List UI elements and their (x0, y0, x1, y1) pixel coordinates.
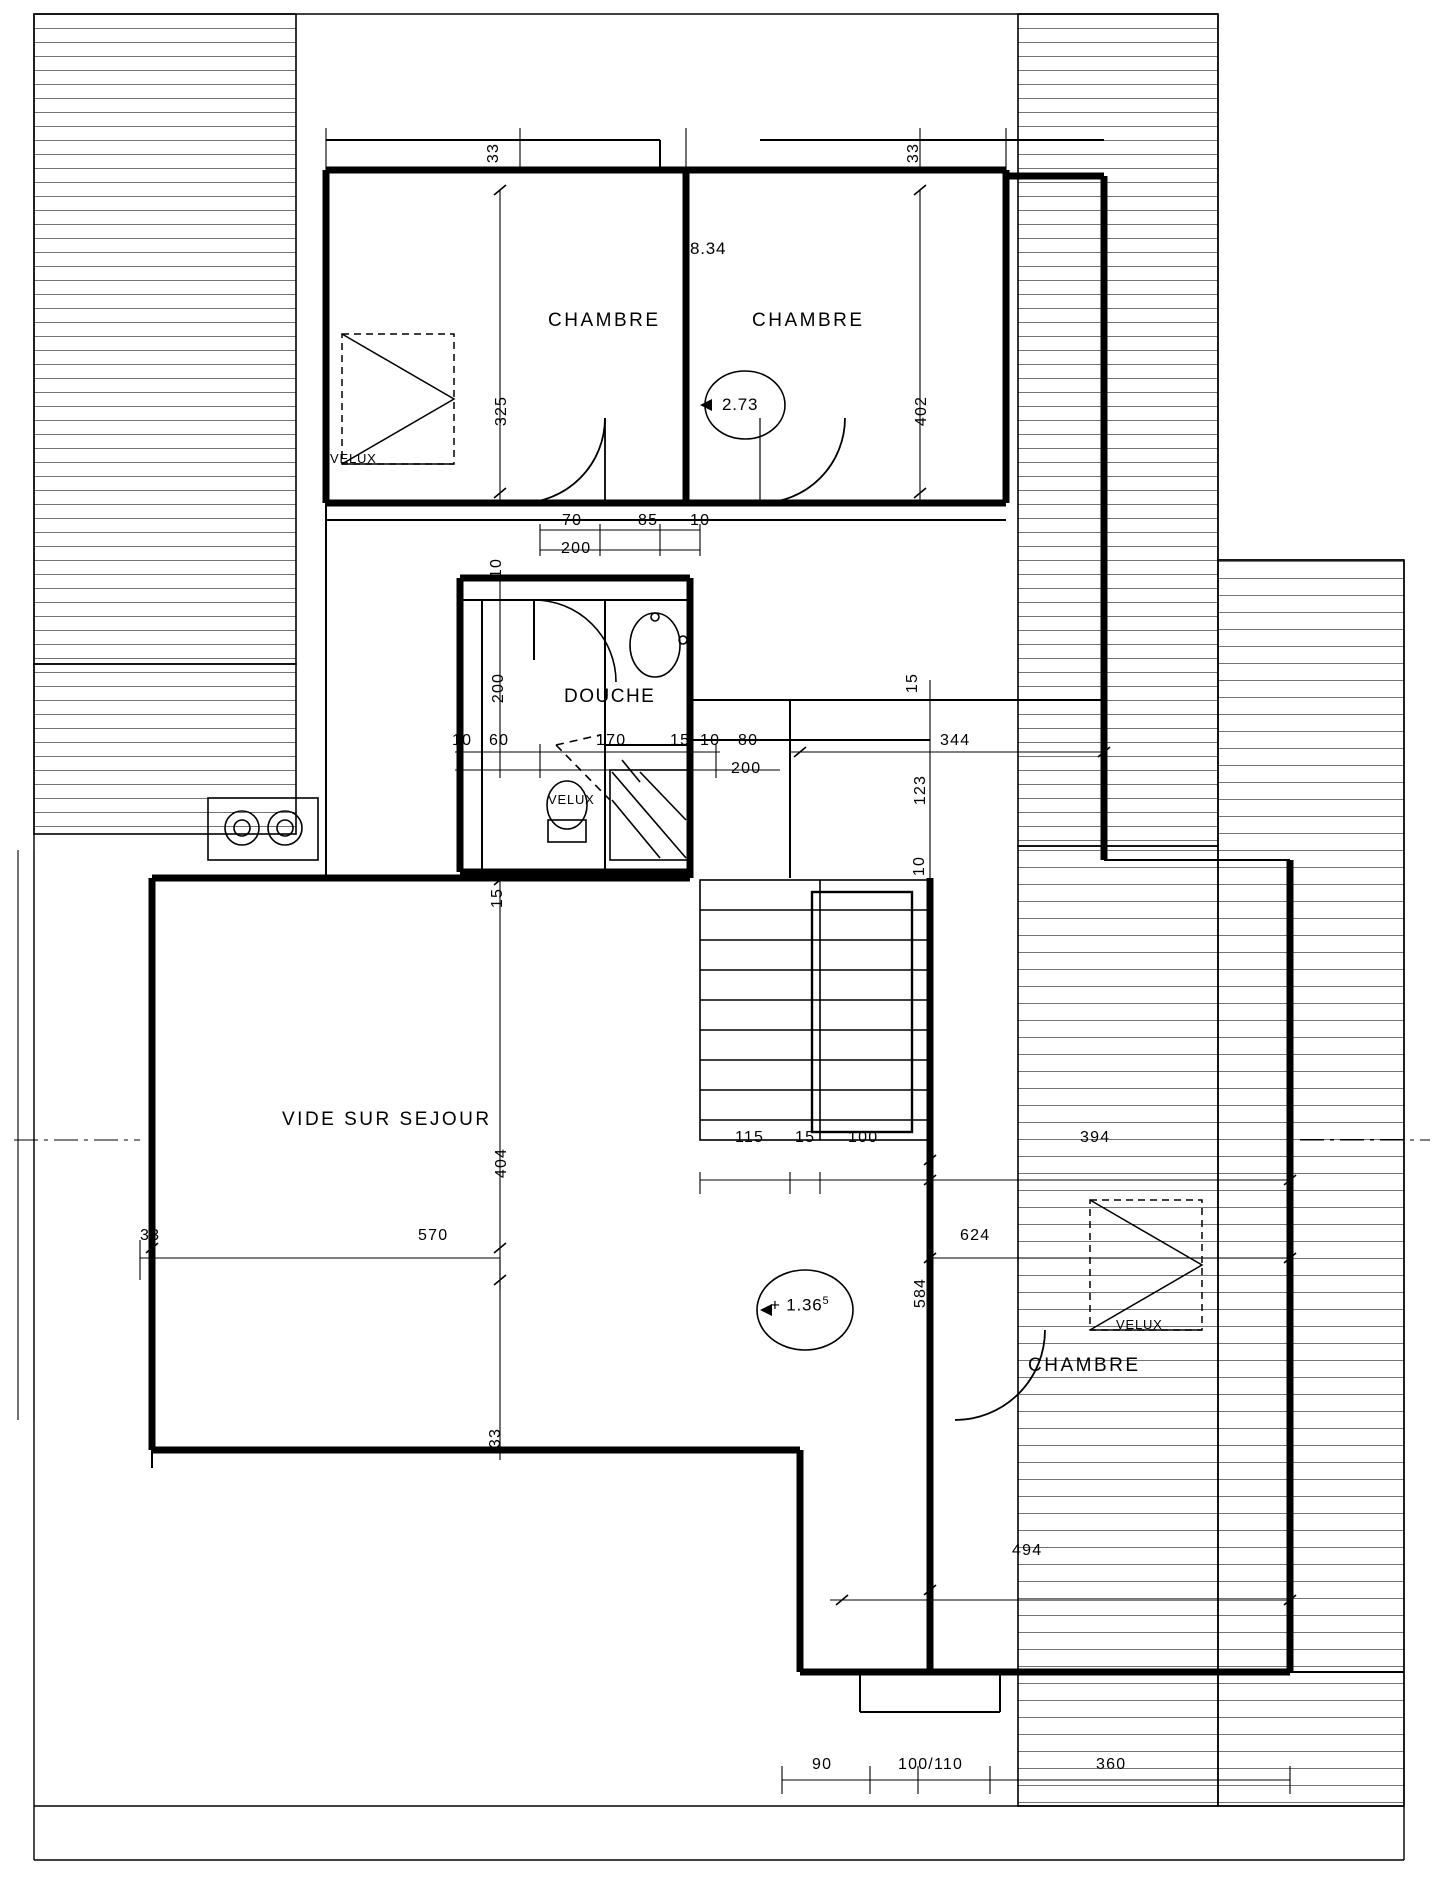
dim-100: 100 (848, 1129, 879, 1146)
staircase (700, 880, 930, 1140)
dim-123: 123 (912, 774, 930, 806)
dim-344: 344 (940, 732, 971, 749)
dim-200-c: 200 (731, 760, 762, 777)
dim-624: 624 (960, 1227, 991, 1244)
dim-494: 494 (1012, 1542, 1043, 1559)
dim-325: 325 (493, 395, 511, 427)
dim-360: 360 (1096, 1756, 1127, 1773)
dim-115: 115 (735, 1129, 765, 1146)
level-marker-136: + $1.36^5$ (770, 1295, 830, 1315)
level-marker-273: 2.73 (722, 395, 759, 414)
dim-100-110: 100/110 (898, 1756, 964, 1773)
dim-10-d: 10 (700, 732, 721, 749)
dim-85: 85 (638, 512, 659, 529)
dim-15-c: 15 (489, 887, 507, 909)
dim-70: 70 (562, 512, 583, 529)
dim-15-a: 15 (670, 732, 691, 749)
velux-label-2: VELUX (548, 792, 595, 807)
room-label-chambre-1: CHAMBRE (548, 310, 661, 331)
room-label-douche: DOUCHE (564, 686, 656, 707)
dim-60: 60 (489, 732, 510, 749)
dim-584: 584 (912, 1277, 930, 1309)
room-label-vide-sur-sejour: VIDE SUR SEJOUR (282, 1109, 492, 1130)
room-label-chambre-3: CHAMBRE (1028, 1355, 1141, 1376)
dim-15-b: 15 (904, 672, 922, 694)
dim-10-a: 10 (690, 512, 711, 529)
velux-label-1: VELUX (330, 451, 377, 466)
dim-404: 404 (493, 1147, 511, 1179)
level-marker-834: 8.34 (690, 239, 727, 258)
room-label-chambre-2: CHAMBRE (752, 310, 865, 331)
velux-label-3: VELUX (1116, 1317, 1163, 1332)
dim-90: 90 (812, 1756, 833, 1773)
dim-10-b: 10 (488, 557, 506, 579)
dim-402: 402 (913, 395, 931, 427)
dim-10-e: 10 (911, 855, 929, 877)
dim-33-left: 33 (485, 142, 503, 164)
dim-200-b: 200 (490, 672, 508, 704)
level-markers (700, 371, 853, 1350)
dim-570: 570 (418, 1227, 449, 1244)
dim-15-d: 15 (795, 1129, 816, 1146)
dim-33-right: 33 (905, 142, 923, 164)
dim-170: 170 (596, 732, 627, 749)
door-swings (520, 418, 1045, 1420)
dim-394: 394 (1080, 1129, 1111, 1146)
dim-33-d: 33 (487, 1427, 505, 1449)
dim-33-c: 33 (140, 1227, 161, 1244)
dim-10-c: 10 (452, 732, 473, 749)
dim-200-a: 200 (561, 540, 592, 557)
dim-80: 80 (738, 732, 759, 749)
